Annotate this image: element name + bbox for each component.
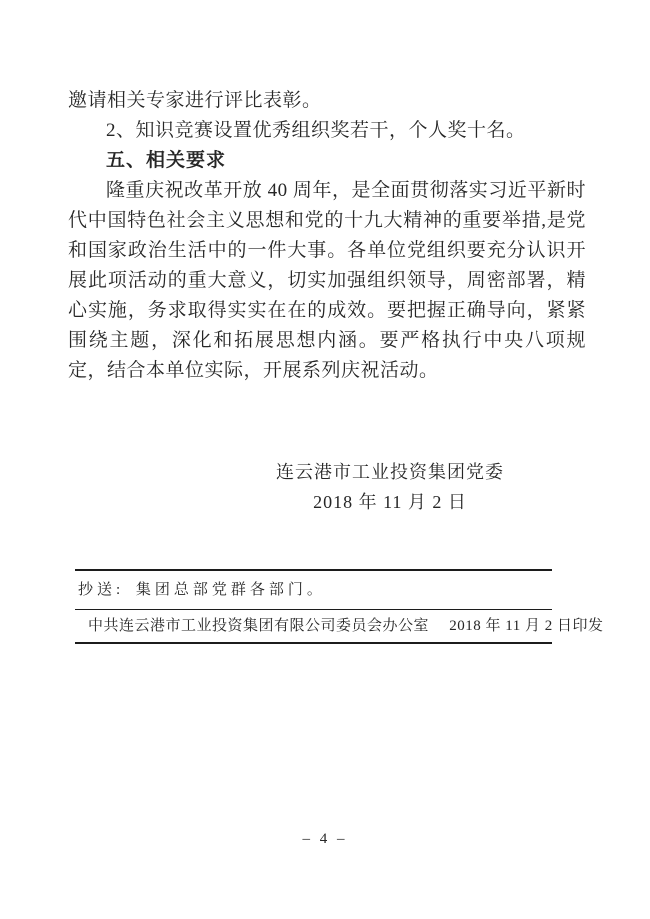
print-date: 2018 年 11 月 2 日印发 bbox=[449, 618, 604, 634]
list-item-2: 2、知识竞赛设置优秀组织奖若干，个人奖十名。 bbox=[106, 120, 526, 141]
paragraph-continuation: 邀请相关专家进行评比表彰。 bbox=[68, 90, 322, 111]
cc-value: 集团总部党群各部门。 bbox=[135, 582, 326, 598]
requirements-paragraph: 隆重庆祝改革开放 40 周年，是全面贯彻落实习近平新时代中国特色社会主义思想和党的十九大精神的重要举措,是党和国家政治生活中的一件大事。各单位党组织要充分认识开展此项活动的重大意义，切实加强组织领导，周密部署，精心实施，务求取得实实在在的成效。要把握正确导向，紧紧围绕主题，深化和拓展思想内涵。要严格执行中央八项规定，结合本单位实际，开展系列庆祝活动。 bbox=[68, 180, 586, 381]
signature-organization: 连云港市工业投资集团党委 bbox=[276, 462, 504, 482]
issuer-name: 中共连云港市工业投资集团有限公司委员会办公室 bbox=[88, 618, 430, 634]
cc-row bbox=[75, 571, 552, 610]
cc-label: 抄送: bbox=[78, 582, 125, 598]
page-number: – 4 – bbox=[302, 831, 348, 847]
section-heading: 五、相关要求 bbox=[106, 150, 227, 171]
document-footer bbox=[75, 569, 604, 644]
signature-date: 2018 年 11 月 2 日 bbox=[313, 492, 467, 512]
document-body bbox=[68, 86, 586, 386]
signature-block bbox=[230, 457, 550, 517]
imprint-row bbox=[75, 610, 604, 642]
